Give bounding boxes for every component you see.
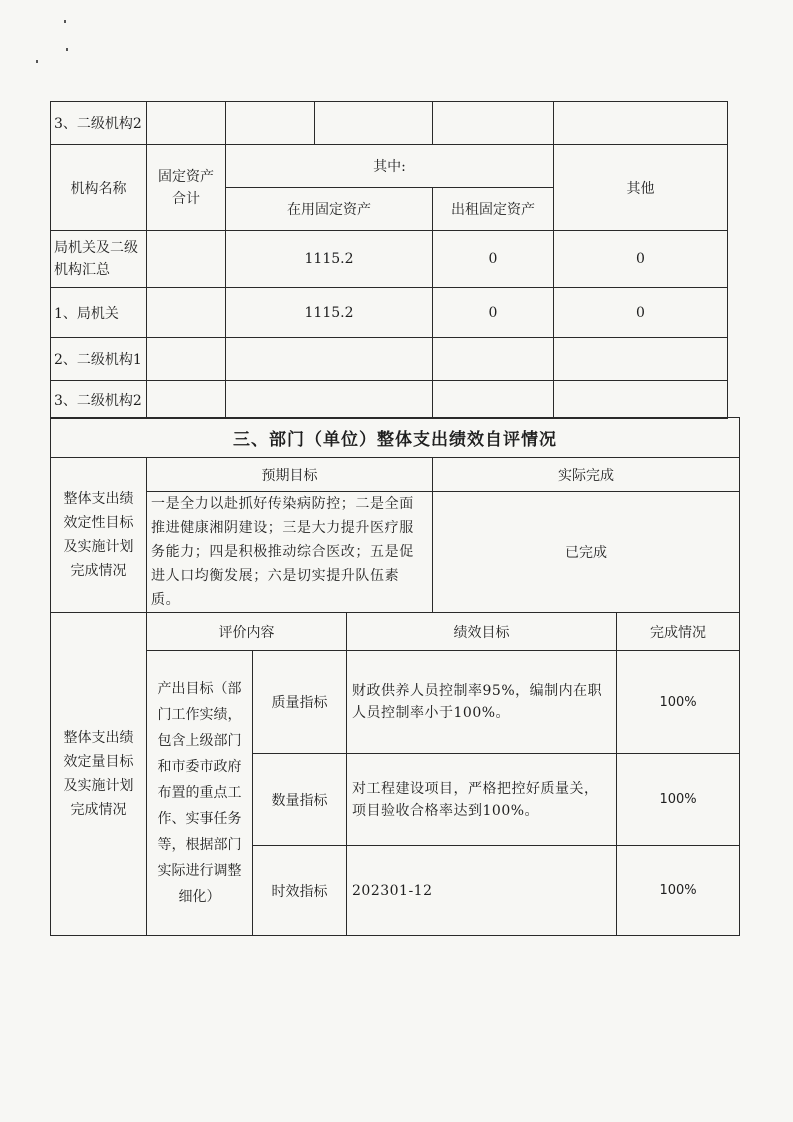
section-title: 三、部门（单位）整体支出绩效自评情况 <box>51 418 740 458</box>
table-row <box>51 651 740 754</box>
quantitative-header-row <box>51 613 740 651</box>
row-name: 3、二级机构2 <box>51 381 147 419</box>
header-total-fixed: 固定资产合计 <box>147 145 226 231</box>
qualitative-label: 整体支出绩效定性目标及实施计划完成情况 <box>51 458 147 613</box>
indicator-name: 时效指标 <box>253 846 347 936</box>
output-label: 产出目标（部门工作实绩，包含上级部门和市委市政府布置的重点工作、实事任务等，根据部门实际进行调整细化） <box>147 651 253 936</box>
table-row <box>51 381 728 419</box>
row-other: 0 <box>554 231 728 288</box>
top-row-label: 3、二级机构2 <box>51 102 147 145</box>
indicator-target: 财政供养人员控制率95%，编制内在职人员控制率小于100%。 <box>347 651 617 754</box>
indicator-name: 质量指标 <box>253 651 347 754</box>
row-rented: 0 <box>433 288 554 338</box>
indicator-name: 数量指标 <box>253 754 347 846</box>
table-row <box>51 288 728 338</box>
row-other: 0 <box>554 288 728 338</box>
row-total <box>147 231 226 288</box>
row-rented <box>433 381 554 419</box>
indicator-completion: 100% <box>617 651 740 754</box>
row-rented <box>433 338 554 381</box>
actual-header: 实际完成 <box>433 458 740 492</box>
actual-text: 已完成 <box>433 492 740 613</box>
table-row <box>51 338 728 381</box>
indicator-completion: 100% <box>617 754 740 846</box>
header-other: 其他 <box>554 145 728 231</box>
row-total <box>147 381 226 419</box>
assets-header-row <box>51 145 728 188</box>
header-org-name: 机构名称 <box>51 145 147 231</box>
expected-header: 预期目标 <box>147 458 433 492</box>
row-name: 1、局机关 <box>51 288 147 338</box>
row-other <box>554 381 728 419</box>
row-in-use: 1115.2 <box>226 288 433 338</box>
qualitative-header-row <box>51 458 740 492</box>
row-rented: 0 <box>433 231 554 288</box>
scan-speck <box>64 20 66 23</box>
row-name: 2、二级机构1 <box>51 338 147 381</box>
indicator-target: 对工程建设项目，严格把控好质量关，项目验收合格率达到100%。 <box>347 754 617 846</box>
row-in-use <box>226 338 433 381</box>
indicator-completion: 100% <box>617 846 740 936</box>
assets-top-row <box>51 102 728 145</box>
row-total <box>147 338 226 381</box>
quantitative-label: 整体支出绩效定量目标及实施计划完成情况 <box>51 613 147 936</box>
row-name: 局机关及二级机构汇总 <box>51 231 147 288</box>
section-title-row <box>51 418 740 458</box>
header-in-use: 在用固定资产 <box>226 188 433 231</box>
row-in-use <box>226 381 433 419</box>
scan-speck <box>66 48 68 51</box>
qualitative-content-row <box>51 492 740 613</box>
table-row <box>51 231 728 288</box>
eval-header: 评价内容 <box>147 613 347 651</box>
row-in-use: 1115.2 <box>226 231 433 288</box>
scan-speck <box>36 60 38 63</box>
performance-table <box>50 417 740 936</box>
row-total <box>147 288 226 338</box>
assets-table <box>50 101 728 419</box>
completion-header: 完成情况 <box>617 613 740 651</box>
row-other <box>554 338 728 381</box>
target-header: 绩效目标 <box>347 613 617 651</box>
header-rented-out: 出租固定资产 <box>433 188 554 231</box>
expected-text: 一是全力以赴抓好传染病防控；二是全面推进健康湘阴建设；三是大力提升医疗服务能力；四是积极推动综合医改；五是促进人口均衡发展；六是切实提升队伍素质。 <box>147 492 433 613</box>
indicator-target: 202301-12 <box>347 846 617 936</box>
header-of-which: 其中: <box>226 145 554 188</box>
